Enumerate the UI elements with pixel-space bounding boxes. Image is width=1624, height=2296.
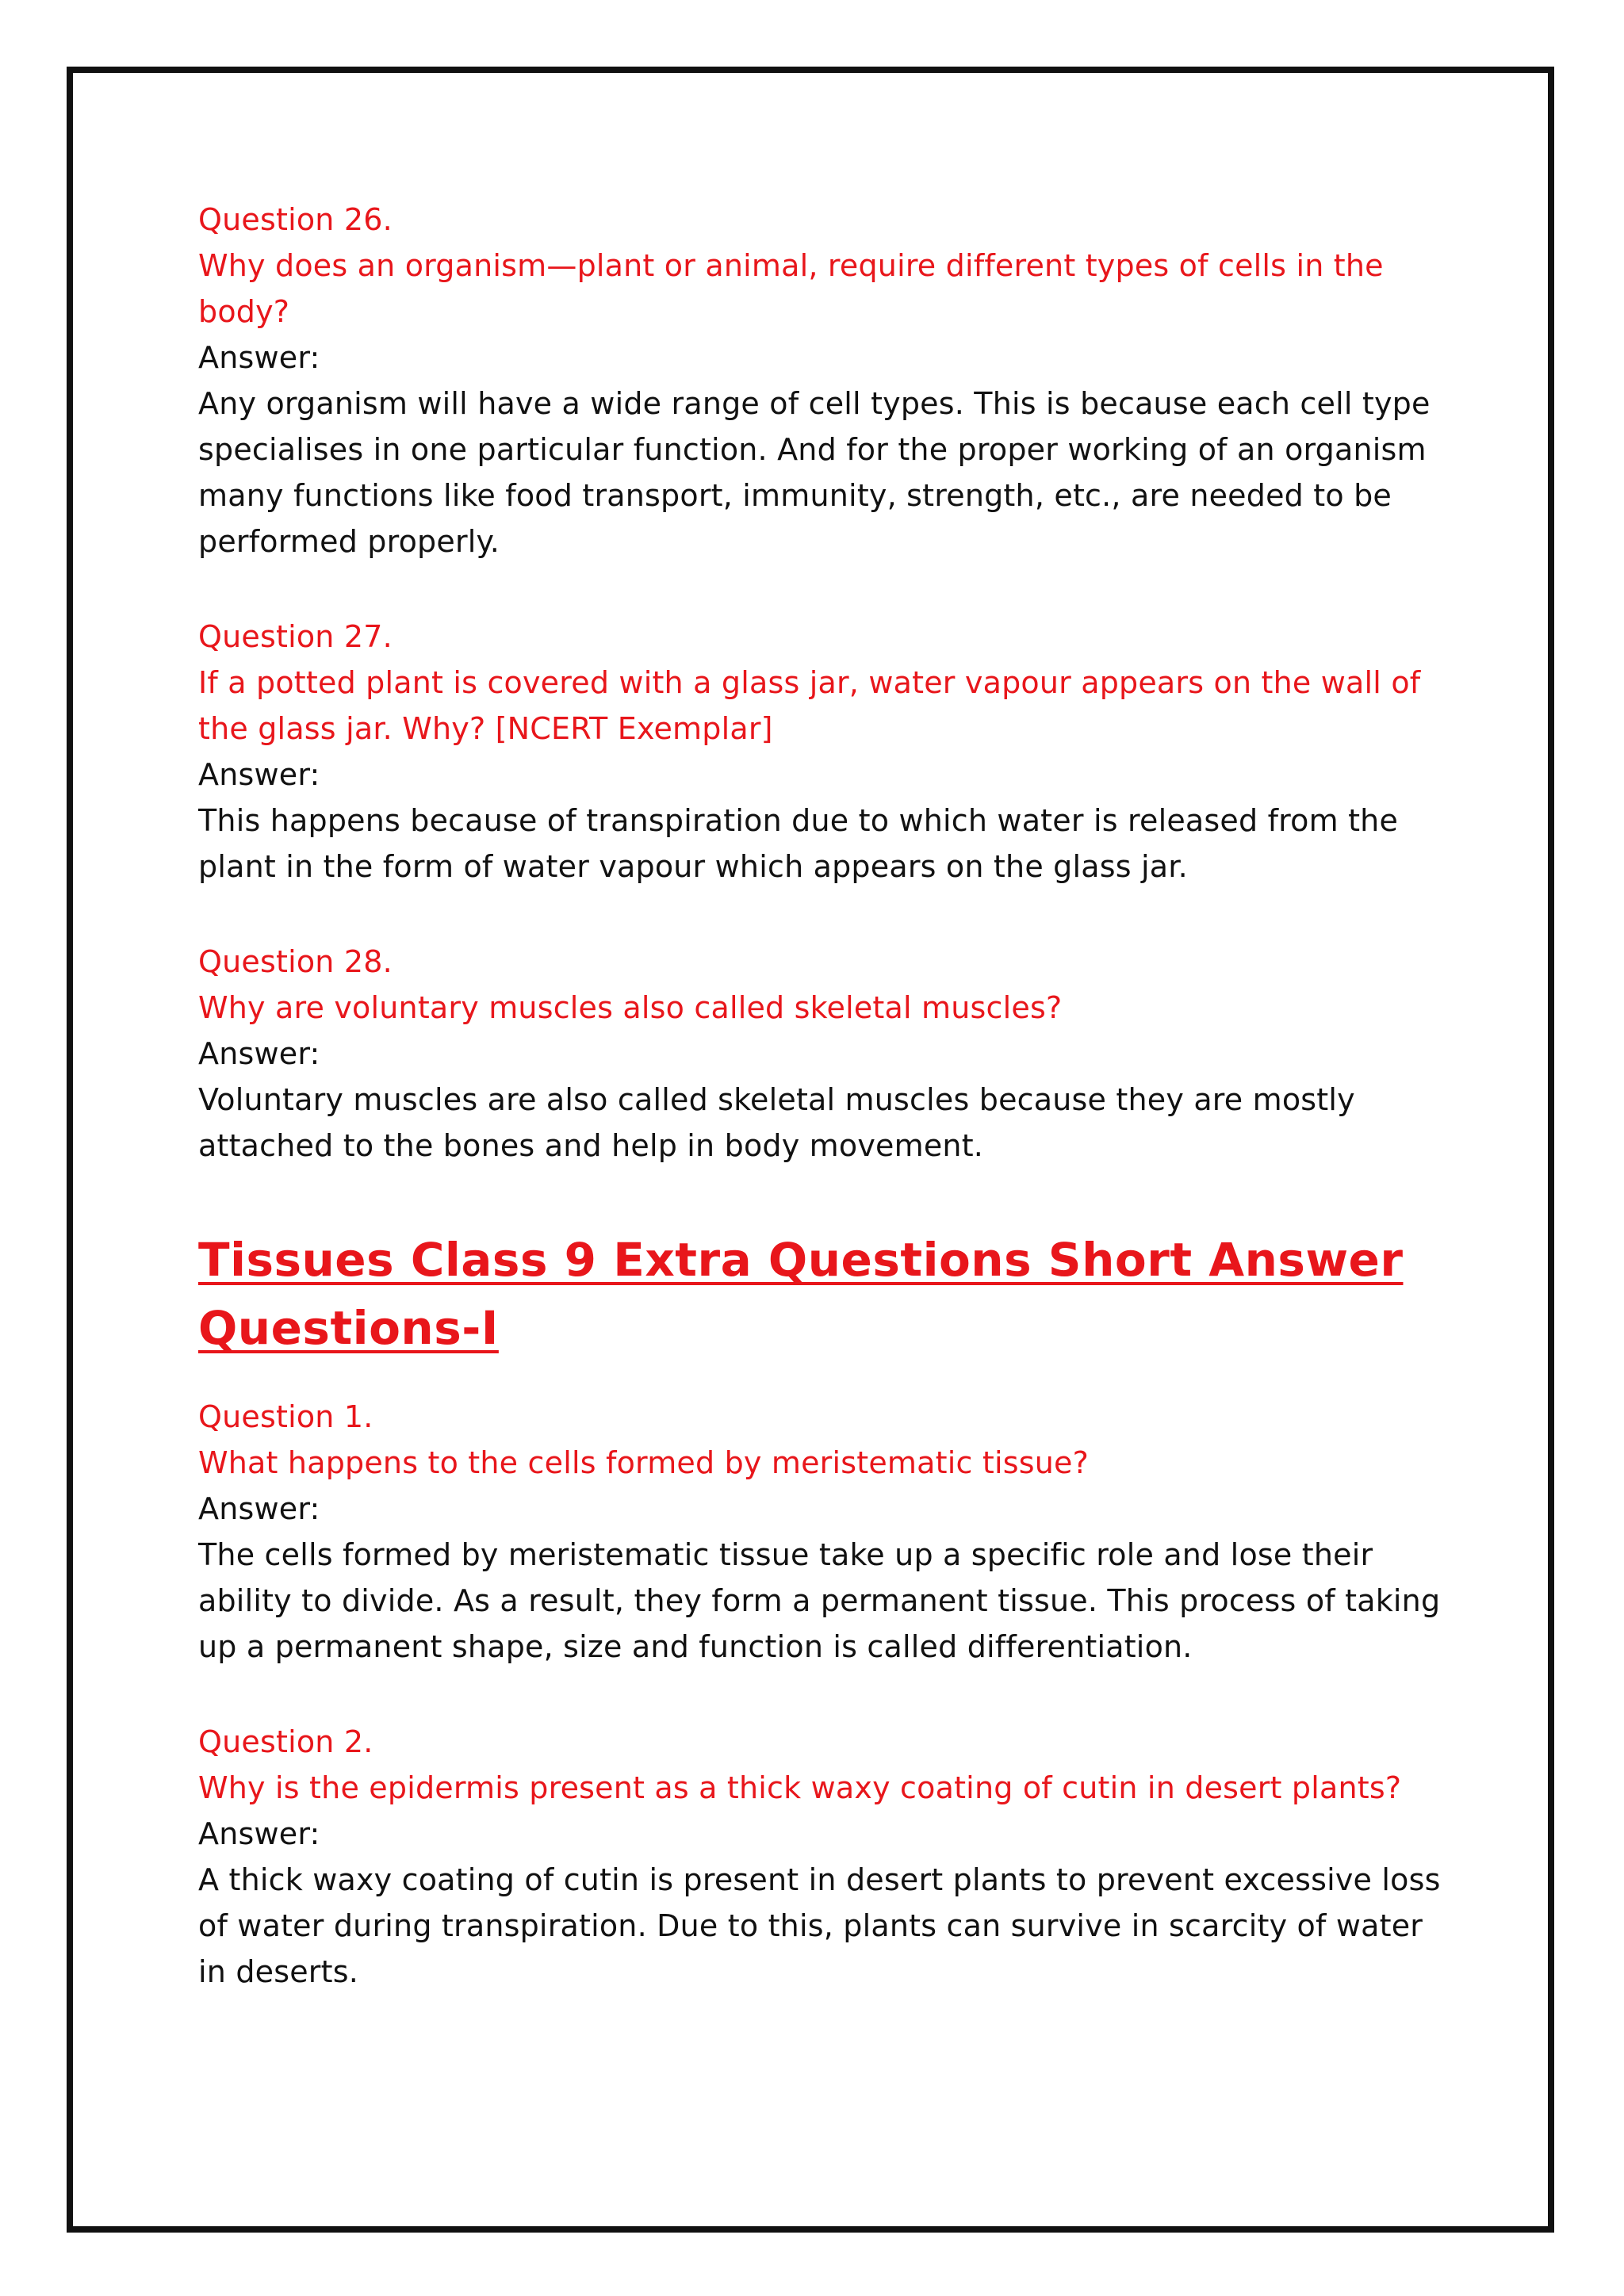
- question-text: What happens to the cells formed by meristematic tissue?: [198, 1445, 1089, 1480]
- answer-label: Answer:: [198, 1816, 320, 1851]
- answer-label: Answer:: [198, 340, 320, 375]
- question-label: Question 26.: [198, 202, 393, 237]
- spacer: [198, 1670, 1451, 1719]
- answer-text: Any organism will have a wide range of cell types. This is because each cell type specialises in one particular function. And for the proper working of an organism many functions like food transport, immunity, strength, etc., are needed to be performed properly.: [198, 386, 1431, 559]
- answer-text: A thick waxy coating of cutin is present in desert plants to prevent excessive loss of water during transpiration. Due to this, plants can survive in scarcity of water in deserts.: [198, 1862, 1441, 1989]
- spacer: [198, 890, 1451, 939]
- qa-block-q27: [198, 614, 1451, 890]
- qa-block-q2: [198, 1719, 1451, 1995]
- spacer: [198, 564, 1451, 614]
- question-label: Question 27.: [198, 619, 393, 654]
- qa-block-q28: [198, 939, 1451, 1169]
- question-text: If a potted plant is covered with a glass jar, water vapour appears on the wall of the glass jar. Why? [NCERT Exemplar]: [198, 665, 1421, 746]
- answer-label: Answer:: [198, 1036, 320, 1071]
- question-text: Why does an organism—plant or animal, require different types of cells in the body?: [198, 248, 1384, 329]
- qa-block-q26: [198, 197, 1451, 564]
- question-text: Why is the epidermis present as a thick waxy coating of cutin in desert plants?: [198, 1770, 1402, 1805]
- answer-text: The cells formed by meristematic tissue take up a specific role and lose their ability to divide. As a result, they form a permanent tissue. This process of taking up a permanent shape, size and function is called differentiation.: [198, 1537, 1441, 1664]
- qa-block-q1: [198, 1394, 1451, 1670]
- document-content: [198, 197, 1451, 1995]
- answer-text: This happens because of transpiration due to which water is released from the plant in the form of water vapour which appears on the glass jar.: [198, 803, 1399, 884]
- question-label: Question 2.: [198, 1724, 373, 1759]
- section-heading: Tissues Class 9 Extra Questions Short Answer Questions-I: [198, 1233, 1404, 1355]
- answer-label: Answer:: [198, 1491, 320, 1526]
- question-label: Question 1.: [198, 1399, 373, 1434]
- answer-text: Voluntary muscles are also called skeletal muscles because they are mostly attached to the bones and help in body movement.: [198, 1082, 1355, 1163]
- question-label: Question 28.: [198, 944, 393, 979]
- answer-label: Answer:: [198, 757, 320, 792]
- question-text: Why are voluntary muscles also called skeletal muscles?: [198, 990, 1063, 1025]
